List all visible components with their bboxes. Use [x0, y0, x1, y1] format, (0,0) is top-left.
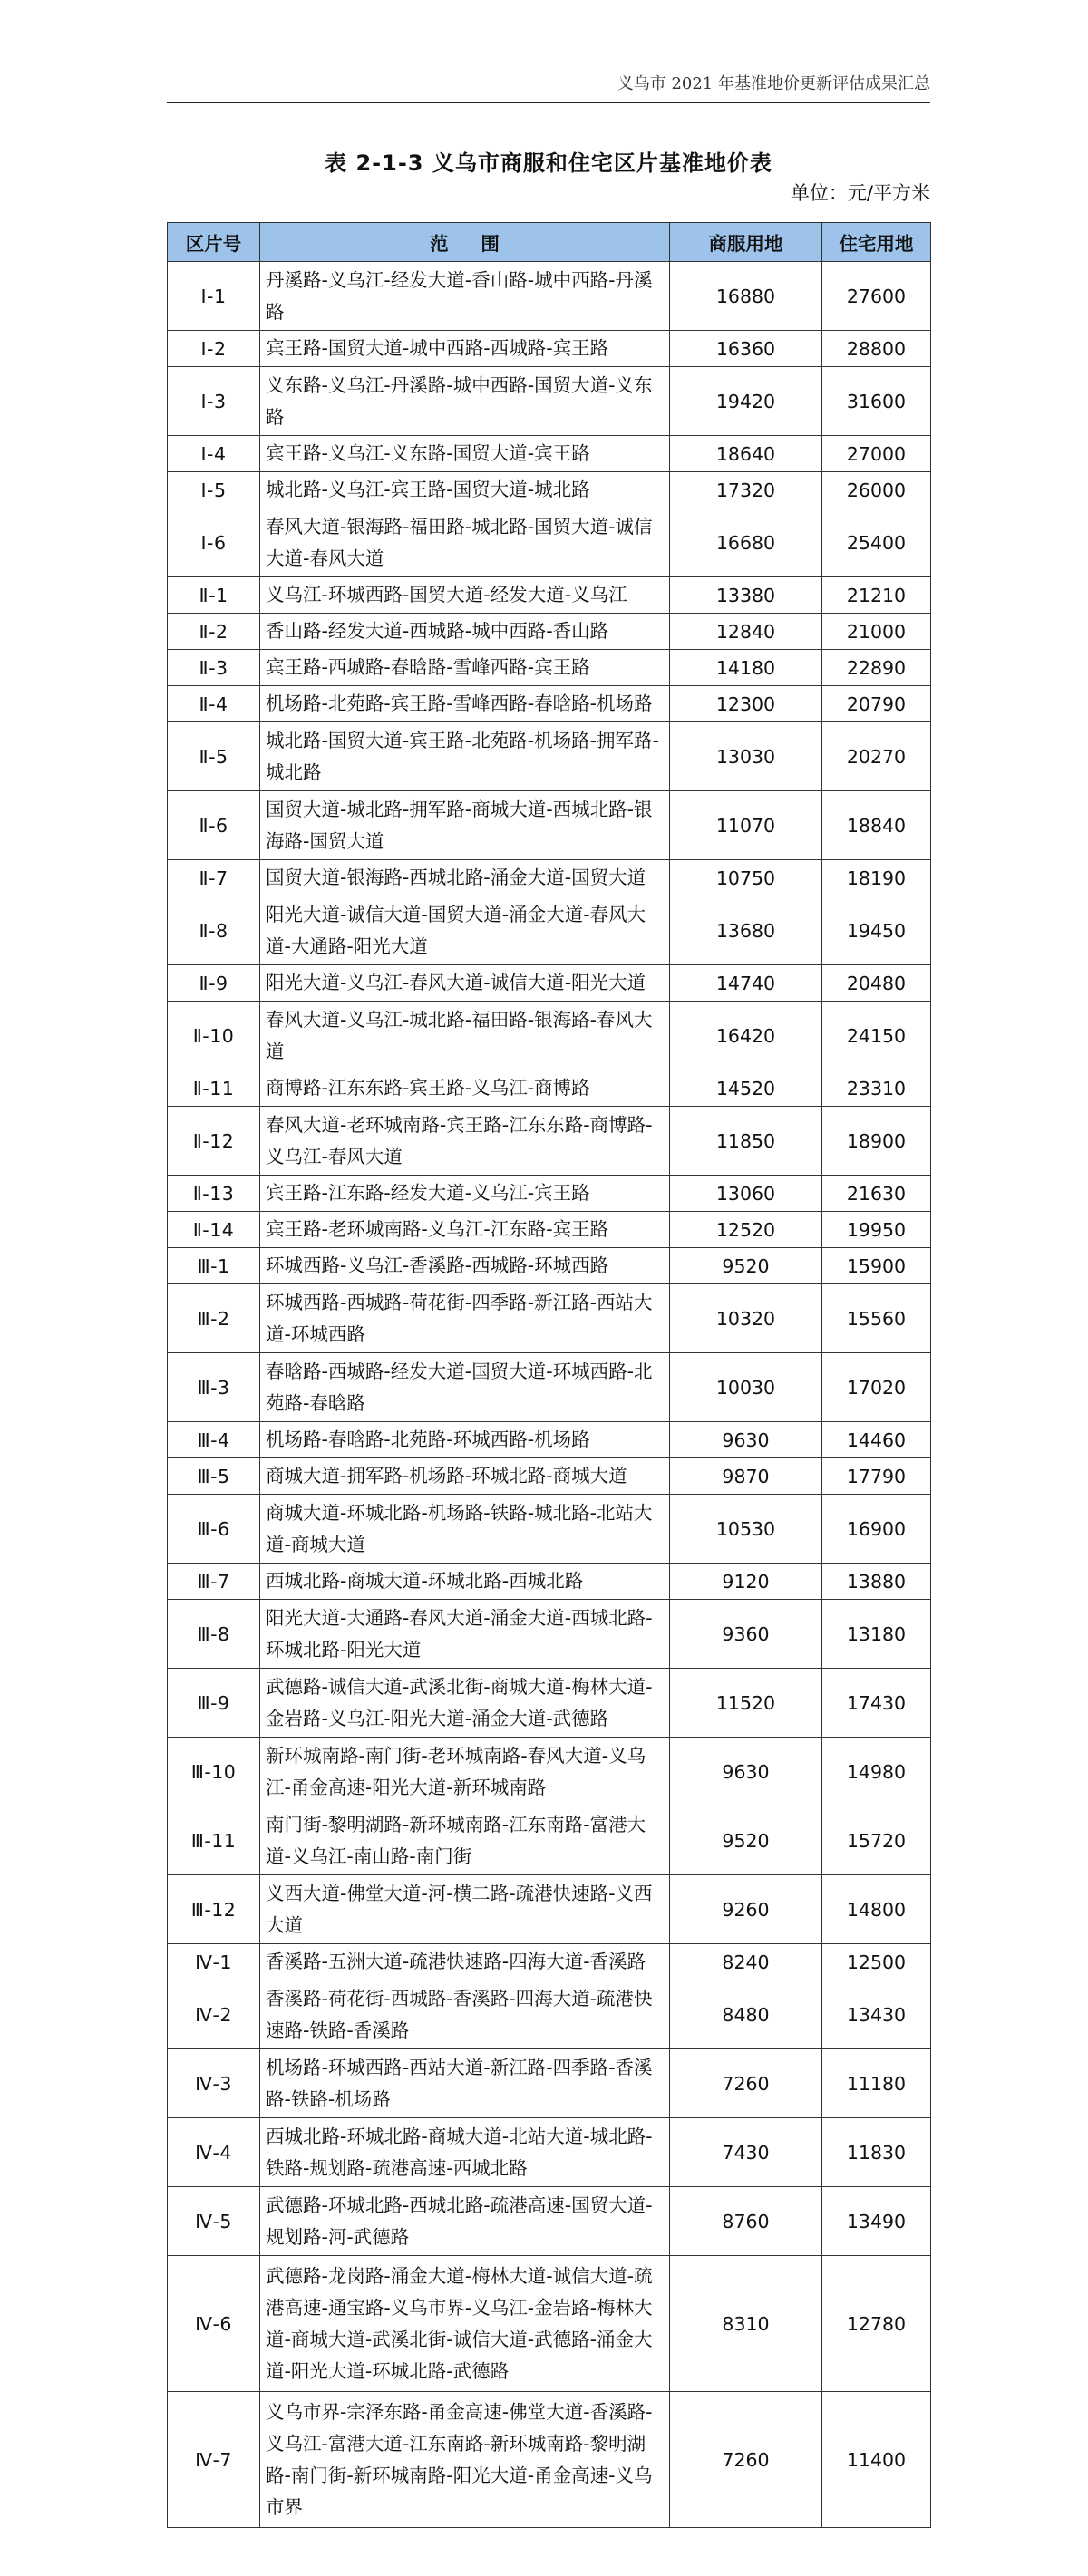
residential-price-cell: 11830	[822, 2118, 931, 2187]
commercial-price-cell: 18640	[670, 436, 822, 472]
table-row	[168, 1284, 931, 1353]
table-row	[168, 436, 931, 472]
zone-code-cell: Ⅱ-14	[168, 1212, 260, 1248]
zone-code-cell: Ⅳ-2	[168, 1980, 260, 2049]
column-header-commercial: 商服用地	[670, 223, 822, 262]
zone-code-cell: Ⅲ-4	[168, 1422, 260, 1458]
table-row	[168, 472, 931, 508]
zone-code-cell: Ⅰ-5	[168, 472, 260, 508]
residential-price-cell: 17430	[822, 1669, 931, 1738]
residential-price-cell: 21630	[822, 1176, 931, 1212]
commercial-price-cell: 13680	[670, 896, 822, 965]
zone-code-cell: Ⅰ-1	[168, 262, 260, 331]
range-cell: 义乌市界-宗泽东路-甬金高速-佛堂大道-香溪路-义乌江-富港大道-江东南路-新环城南路-黎明湖路-南门街-新环城南路-阳光大道-甬金高速-义乌市界	[260, 2392, 670, 2528]
zone-code-cell: Ⅰ-3	[168, 367, 260, 436]
residential-price-cell: 23310	[822, 1070, 931, 1107]
unit-label: 单位：元/平方米	[790, 182, 930, 204]
commercial-price-cell: 8480	[670, 1980, 822, 2049]
table-body	[168, 262, 931, 2528]
range-cell: 机场路-环城西路-西站大道-新江路-四季路-香溪路-铁路-机场路	[260, 2049, 670, 2118]
zone-code-cell: Ⅱ-13	[168, 1176, 260, 1212]
residential-price-cell: 21210	[822, 577, 931, 614]
residential-price-cell: 12500	[822, 1944, 931, 1980]
commercial-price-cell: 9870	[670, 1458, 822, 1495]
commercial-price-cell: 13030	[670, 722, 822, 791]
zone-code-cell: Ⅰ-2	[168, 331, 260, 367]
zone-code-cell: Ⅱ-8	[168, 896, 260, 965]
table-row	[168, 2392, 931, 2528]
residential-price-cell: 17790	[822, 1458, 931, 1495]
header-rule	[167, 102, 930, 103]
zone-code-cell: Ⅱ-5	[168, 722, 260, 791]
range-cell: 机场路-北苑路-宾王路-雪峰西路-春晗路-机场路	[260, 686, 670, 722]
range-cell: 宾王路-江东路-经发大道-义乌江-宾王路	[260, 1176, 670, 1212]
table-row	[168, 367, 931, 436]
table-row	[168, 262, 931, 331]
zone-code-cell: Ⅳ-3	[168, 2049, 260, 2118]
table-header-row	[168, 223, 931, 262]
residential-price-cell: 27000	[822, 436, 931, 472]
range-cell: 机场路-春晗路-北苑路-环城西路-机场路	[260, 1422, 670, 1458]
table-row	[168, 686, 931, 722]
residential-price-cell: 20790	[822, 686, 931, 722]
table-row	[168, 2187, 931, 2256]
range-cell: 春风大道-老环城南路-宾王路-江东东路-商博路-义乌江-春风大道	[260, 1107, 670, 1176]
table-row	[168, 1070, 931, 1107]
zone-code-cell: Ⅱ-2	[168, 614, 260, 650]
table-row	[168, 860, 931, 896]
commercial-price-cell: 9520	[670, 1248, 822, 1284]
commercial-price-cell: 10750	[670, 860, 822, 896]
residential-price-cell: 19950	[822, 1212, 931, 1248]
table-row	[168, 1564, 931, 1600]
table-row	[168, 1669, 931, 1738]
range-cell: 西城北路-商城大道-环城北路-西城北路	[260, 1564, 670, 1600]
range-cell: 义乌江-环城西路-国贸大道-经发大道-义乌江	[260, 577, 670, 614]
table-title: 表 2-1-3 义乌市商服和住宅区片基准地价表	[325, 150, 772, 176]
residential-price-cell: 14800	[822, 1875, 931, 1944]
zone-code-cell: Ⅲ-2	[168, 1284, 260, 1353]
residential-price-cell: 13880	[822, 1564, 931, 1600]
range-cell: 武德路-龙岗路-涌金大道-梅林大道-诚信大道-疏港高速-通宝路-义乌市界-义乌江-金岩路-梅林大道-商城大道-武溪北街-诚信大道-武德路-涌金大道-阳光大道-环城北路-武德路	[260, 2256, 670, 2392]
commercial-price-cell: 11070	[670, 791, 822, 860]
range-cell: 武德路-环城北路-西城北路-疏港高速-国贸大道-规划路-河-武德路	[260, 2187, 670, 2256]
commercial-price-cell: 10030	[670, 1353, 822, 1422]
zone-code-cell: Ⅱ-3	[168, 650, 260, 686]
commercial-price-cell: 7430	[670, 2118, 822, 2187]
zone-code-cell: Ⅳ-4	[168, 2118, 260, 2187]
residential-price-cell: 21000	[822, 614, 931, 650]
table-row	[168, 331, 931, 367]
table-row	[168, 1875, 931, 1944]
table-row	[168, 1980, 931, 2049]
table-row	[168, 1002, 931, 1070]
range-cell: 宾王路-国贸大道-城中西路-西城路-宾王路	[260, 331, 670, 367]
zone-code-cell: Ⅲ-1	[168, 1248, 260, 1284]
zone-code-cell: Ⅳ-7	[168, 2392, 260, 2528]
zone-code-cell: Ⅲ-11	[168, 1806, 260, 1875]
residential-price-cell: 13430	[822, 1980, 931, 2049]
zone-code-cell: Ⅰ-6	[168, 508, 260, 577]
range-cell: 阳光大道-诚信大道-国贸大道-涌金大道-春风大道-大通路-阳光大道	[260, 896, 670, 965]
range-cell: 宾王路-老环城南路-义乌江-江东路-宾王路	[260, 1212, 670, 1248]
residential-price-cell: 11180	[822, 2049, 931, 2118]
range-cell: 阳光大道-义乌江-春风大道-诚信大道-阳光大道	[260, 965, 670, 1002]
commercial-price-cell: 16880	[670, 262, 822, 331]
commercial-price-cell: 7260	[670, 2392, 822, 2528]
residential-price-cell: 24150	[822, 1002, 931, 1070]
table-row	[168, 965, 931, 1002]
zone-code-cell: Ⅳ-5	[168, 2187, 260, 2256]
zone-code-cell: Ⅳ-1	[168, 1944, 260, 1980]
table-row	[168, 2256, 931, 2392]
range-cell: 新环城南路-南门街-老环城南路-春风大道-义乌江-甬金高速-阳光大道-新环城南路	[260, 1738, 670, 1806]
table-row	[168, 791, 931, 860]
commercial-price-cell: 17320	[670, 472, 822, 508]
commercial-price-cell: 16680	[670, 508, 822, 577]
commercial-price-cell: 12840	[670, 614, 822, 650]
table-row	[168, 1212, 931, 1248]
zone-code-cell: Ⅲ-12	[168, 1875, 260, 1944]
commercial-price-cell: 9360	[670, 1600, 822, 1669]
residential-price-cell: 16900	[822, 1495, 931, 1564]
commercial-price-cell: 14740	[670, 965, 822, 1002]
commercial-price-cell: 10530	[670, 1495, 822, 1564]
range-cell: 环城西路-义乌江-香溪路-西城路-环城西路	[260, 1248, 670, 1284]
zone-code-cell: Ⅱ-1	[168, 577, 260, 614]
table-row	[168, 1738, 931, 1806]
range-cell: 南门街-黎明湖路-新环城南路-江东南路-富港大道-义乌江-南山路-南门街	[260, 1806, 670, 1875]
table-row	[168, 1806, 931, 1875]
commercial-price-cell: 8240	[670, 1944, 822, 1980]
table-row	[168, 1600, 931, 1669]
commercial-price-cell: 16420	[670, 1002, 822, 1070]
range-cell: 国贸大道-银海路-西城北路-涌金大道-国贸大道	[260, 860, 670, 896]
range-cell: 春晗路-西城路-经发大道-国贸大道-环城西路-北苑路-春晗路	[260, 1353, 670, 1422]
residential-price-cell: 20480	[822, 965, 931, 1002]
commercial-price-cell: 7260	[670, 2049, 822, 2118]
range-cell: 春风大道-银海路-福田路-城北路-国贸大道-诚信大道-春风大道	[260, 508, 670, 577]
range-cell: 环城西路-西城路-荷花街-四季路-新江路-西站大道-环城西路	[260, 1284, 670, 1353]
residential-price-cell: 14980	[822, 1738, 931, 1806]
range-cell: 香山路-经发大道-西城路-城中西路-香山路	[260, 614, 670, 650]
table-row	[168, 650, 931, 686]
residential-price-cell: 27600	[822, 262, 931, 331]
range-cell: 宾王路-西城路-春晗路-雪峰西路-宾王路	[260, 650, 670, 686]
residential-price-cell: 12780	[822, 2256, 931, 2392]
residential-price-cell: 18190	[822, 860, 931, 896]
commercial-price-cell: 9630	[670, 1422, 822, 1458]
residential-price-cell: 18840	[822, 791, 931, 860]
residential-price-cell: 31600	[822, 367, 931, 436]
table-row	[168, 1248, 931, 1284]
commercial-price-cell: 8310	[670, 2256, 822, 2392]
table-row	[168, 1422, 931, 1458]
range-cell: 商博路-江东东路-宾王路-义乌江-商博路	[260, 1070, 670, 1107]
residential-price-cell: 11400	[822, 2392, 931, 2528]
zone-code-cell: Ⅲ-9	[168, 1669, 260, 1738]
column-header-code: 区片号	[168, 223, 260, 262]
range-cell: 国贸大道-城北路-拥军路-商城大道-西城北路-银海路-国贸大道	[260, 791, 670, 860]
commercial-price-cell: 12300	[670, 686, 822, 722]
commercial-price-cell: 12520	[670, 1212, 822, 1248]
zone-code-cell: Ⅱ-9	[168, 965, 260, 1002]
table-row	[168, 1107, 931, 1176]
residential-price-cell: 26000	[822, 472, 931, 508]
range-cell: 香溪路-五洲大道-疏港快速路-四海大道-香溪路	[260, 1944, 670, 1980]
residential-price-cell: 25400	[822, 508, 931, 577]
table-row	[168, 722, 931, 791]
table-row	[168, 1458, 931, 1495]
residential-price-cell: 15560	[822, 1284, 931, 1353]
commercial-price-cell: 11520	[670, 1669, 822, 1738]
commercial-price-cell: 11850	[670, 1107, 822, 1176]
column-header-range: 范 围	[260, 223, 670, 262]
residential-price-cell: 17020	[822, 1353, 931, 1422]
range-cell: 宾王路-义乌江-义东路-国贸大道-宾王路	[260, 436, 670, 472]
table-row	[168, 2118, 931, 2187]
zone-code-cell: Ⅱ-7	[168, 860, 260, 896]
commercial-price-cell: 16360	[670, 331, 822, 367]
residential-price-cell: 15900	[822, 1248, 931, 1284]
range-cell: 义西大道-佛堂大道-河-横二路-疏港快速路-义西大道	[260, 1875, 670, 1944]
commercial-price-cell: 9520	[670, 1806, 822, 1875]
commercial-price-cell: 14520	[670, 1070, 822, 1107]
table-row	[168, 1944, 931, 1980]
zone-code-cell: Ⅱ-12	[168, 1107, 260, 1176]
zone-code-cell: Ⅱ-11	[168, 1070, 260, 1107]
residential-price-cell: 14460	[822, 1422, 931, 1458]
range-cell: 城北路-国贸大道-宾王路-北苑路-机场路-拥军路-城北路	[260, 722, 670, 791]
table-row	[168, 896, 931, 965]
column-header-residential: 住宅用地	[822, 223, 931, 262]
range-cell: 丹溪路-义乌江-经发大道-香山路-城中西路-丹溪路	[260, 262, 670, 331]
range-cell: 春风大道-义乌江-城北路-福田路-银海路-春风大道	[260, 1002, 670, 1070]
running-header: 义乌市 2021 年基准地价更新评估成果汇总	[617, 74, 930, 93]
range-cell: 香溪路-荷花街-西城路-香溪路-四海大道-疏港快速路-铁路-香溪路	[260, 1980, 670, 2049]
zone-code-cell: Ⅱ-6	[168, 791, 260, 860]
commercial-price-cell: 10320	[670, 1284, 822, 1353]
table-row	[168, 508, 931, 577]
zone-code-cell: Ⅲ-3	[168, 1353, 260, 1422]
commercial-price-cell: 8760	[670, 2187, 822, 2256]
commercial-price-cell: 14180	[670, 650, 822, 686]
table-row	[168, 1495, 931, 1564]
zone-code-cell: Ⅲ-10	[168, 1738, 260, 1806]
table-row	[168, 614, 931, 650]
range-cell: 阳光大道-大通路-春风大道-涌金大道-西城北路-环城北路-阳光大道	[260, 1600, 670, 1669]
range-cell: 西城北路-环城北路-商城大道-北站大道-城北路-铁路-规划路-疏港高速-西城北路	[260, 2118, 670, 2187]
commercial-price-cell: 13060	[670, 1176, 822, 1212]
zone-code-cell: Ⅰ-4	[168, 436, 260, 472]
zone-code-cell: Ⅳ-6	[168, 2256, 260, 2392]
zone-code-cell: Ⅱ-10	[168, 1002, 260, 1070]
table-row	[168, 2049, 931, 2118]
zone-code-cell: Ⅲ-5	[168, 1458, 260, 1495]
residential-price-cell: 20270	[822, 722, 931, 791]
table-row	[168, 1176, 931, 1212]
commercial-price-cell: 19420	[670, 367, 822, 436]
residential-price-cell: 22890	[822, 650, 931, 686]
residential-price-cell: 18900	[822, 1107, 931, 1176]
residential-price-cell: 19450	[822, 896, 931, 965]
table-row	[168, 1353, 931, 1422]
commercial-price-cell: 9630	[670, 1738, 822, 1806]
land-price-table	[167, 222, 931, 2528]
commercial-price-cell: 13380	[670, 577, 822, 614]
zone-code-cell: Ⅲ-7	[168, 1564, 260, 1600]
zone-code-cell: Ⅱ-4	[168, 686, 260, 722]
commercial-price-cell: 9120	[670, 1564, 822, 1600]
zone-code-cell: Ⅲ-8	[168, 1600, 260, 1669]
commercial-price-cell: 9260	[670, 1875, 822, 1944]
range-cell: 武德路-诚信大道-武溪北街-商城大道-梅林大道-金岩路-义乌江-阳光大道-涌金大道-武德路	[260, 1669, 670, 1738]
table-row	[168, 577, 931, 614]
zone-code-cell: Ⅲ-6	[168, 1495, 260, 1564]
range-cell: 商城大道-拥军路-机场路-环城北路-商城大道	[260, 1458, 670, 1495]
residential-price-cell: 15720	[822, 1806, 931, 1875]
residential-price-cell: 13180	[822, 1600, 931, 1669]
residential-price-cell: 28800	[822, 331, 931, 367]
residential-price-cell: 13490	[822, 2187, 931, 2256]
range-cell: 义东路-义乌江-丹溪路-城中西路-国贸大道-义东路	[260, 367, 670, 436]
range-cell: 商城大道-环城北路-机场路-铁路-城北路-北站大道-商城大道	[260, 1495, 670, 1564]
range-cell: 城北路-义乌江-宾王路-国贸大道-城北路	[260, 472, 670, 508]
